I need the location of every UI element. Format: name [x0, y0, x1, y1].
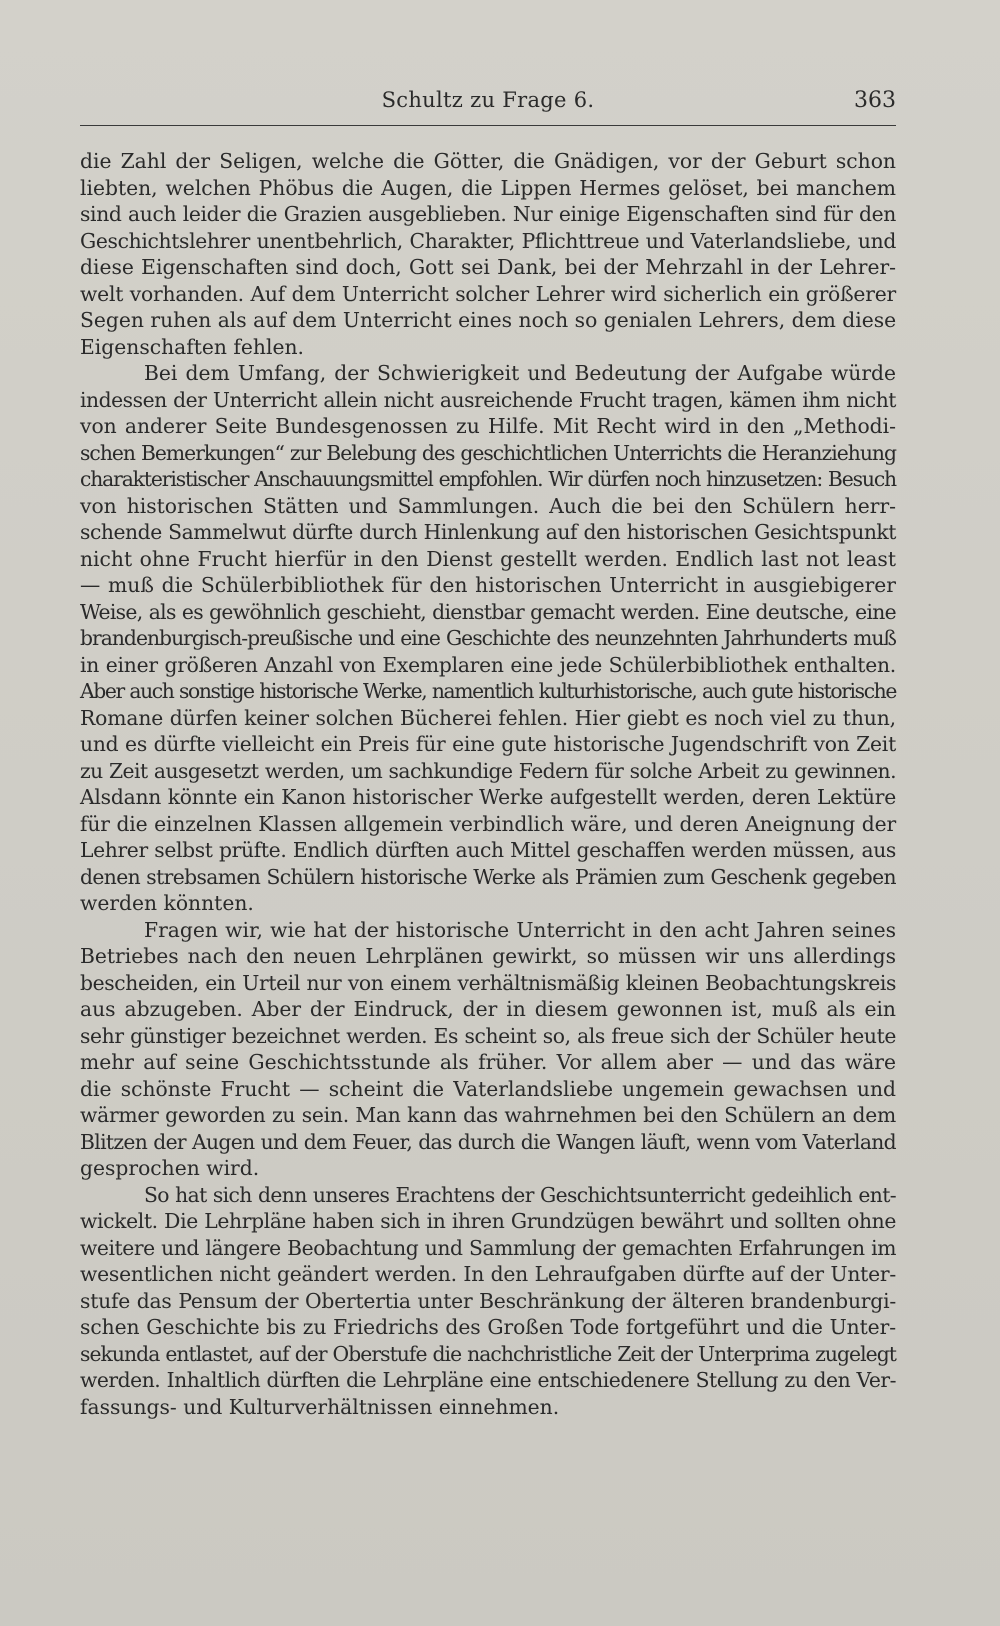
- text-line: Romane dürfen keiner solchen Bücherei fehlen. Hier giebt es noch viel zu thun,: [80, 705, 896, 730]
- paragraph: [80, 1182, 896, 1421]
- text-line: Aber auch sonstige historische Werke, namentlich kulturhistorische, auch gute historische: [80, 679, 896, 703]
- text-line: schen Geschichte bis zu Friedrichs des Großen Tode fortgeführt und die Unter-: [80, 1315, 896, 1339]
- text-line: sind auch leider die Grazien ausgeblieben. Nur einige Eigenschaften sind für den: [80, 202, 896, 226]
- text-line: Betriebes nach den neuen Lehrplänen gewirkt, so müssen wir uns allerdings: [80, 944, 896, 968]
- text-line: denen strebsamen Schülern historische Werke als Prämien zum Geschenk gegeben: [80, 864, 896, 889]
- text-line: sehr günstiger bezeichnet werden. Es scheint so, als freue sich der Schüler heute: [80, 1023, 896, 1048]
- text-line: Lehrer selbst prüfte. Endlich dürften auch Mittel geschaffen werden müssen, aus: [80, 838, 896, 862]
- text-line: stufe das Pensum der Obertertia unter Beschränkung der älteren brandenburgi-: [80, 1288, 896, 1313]
- text-line: die schönste Frucht — scheint die Vaterlandsliebe ungemein gewachsen und: [80, 1076, 896, 1101]
- header-rule: [80, 125, 896, 126]
- text-line: welt vorhanden. Auf dem Unterricht solcher Lehrer wird sicherlich ein größerer: [80, 281, 896, 306]
- text-line: mehr auf seine Geschichtsstunde als früher. Vor allem aber — und das wäre: [80, 1050, 896, 1074]
- text-line: von anderer Seite Bundesgenossen zu Hilfe. Mit Recht wird in den „Methodi-: [80, 414, 896, 438]
- text-line: Bei dem Umfang, der Schwierigkeit und Bedeutung der Aufgabe würde: [144, 361, 896, 385]
- paragraph: [80, 148, 896, 360]
- text-line: diese Eigenschaften sind doch, Gott sei Dank, bei der Mehrzahl in der Lehrer-: [80, 255, 896, 279]
- page-number: 363: [854, 88, 896, 113]
- running-title: Schultz zu Frage 6.: [381, 88, 595, 112]
- page-header: [80, 88, 896, 122]
- text-line: wesentlichen nicht geändert werden. In den Lehraufgaben dürfte auf der Unter-: [80, 1262, 896, 1286]
- text-line: für die einzelnen Klassen allgemein verbindlich wäre, und deren Aneignung der: [80, 811, 896, 836]
- text-line: schen Bemerkungen“ zur Belebung des geschichtlichen Unterrichts die Heranziehung: [80, 440, 896, 465]
- text-line: brandenburgisch-preußische und eine Geschichte des neunzehnten Jahrhunderts muß: [80, 626, 896, 650]
- text-line: fassungs- und Kulturverhältnissen einnehmen.: [80, 1394, 560, 1419]
- text-line: indessen der Unterricht allein nicht ausreichende Frucht tragen, kämen ihm nicht: [80, 387, 896, 412]
- text-line: Segen ruhen als auf dem Unterricht eines noch so genialen Lehrers, dem diese: [80, 308, 897, 332]
- text-line: und es dürfte vielleicht ein Preis für eine gute historische Jugendschrift von Zeit: [80, 732, 896, 756]
- text-line: in einer größeren Anzahl von Exemplaren eine jede Schülerbibliothek enthalten.: [80, 652, 896, 677]
- text-line: die Zahl der Seligen, welche die Götter, die Gnädigen, vor der Geburt schon: [80, 149, 896, 173]
- paragraph: [80, 917, 896, 1182]
- body-text: [80, 148, 896, 1420]
- text-line: nicht ohne Frucht hierfür in den Dienst gestellt werden. Endlich last not least: [80, 546, 896, 571]
- text-line: weitere und längere Beobachtung und Sammlung der gemachten Erfahrungen im: [80, 1235, 896, 1260]
- text-line: werden. Inhaltlich dürften die Lehrpläne eine entschiedenere Stellung zu den Ver-: [80, 1368, 896, 1392]
- text-line: gesprochen wird.: [80, 1156, 260, 1180]
- text-line: sekunda entlastet, auf der Oberstufe die nachchristliche Zeit der Unterprima zugelegt: [80, 1341, 896, 1366]
- text-line: Blitzen der Augen und dem Feuer, das durch die Wangen läuft, wenn vom Vaterland: [80, 1129, 896, 1154]
- text-line: wickelt. Die Lehrpläne haben sich in ihren Grundzügen bewährt und sollten ohne: [80, 1209, 896, 1233]
- text-line: zu Zeit ausgesetzt werden, um sachkundige Federn für solche Arbeit zu gewinnen.: [80, 758, 896, 783]
- text-line: liebten, welchen Phöbus die Augen, die Lippen Hermes gelöset, bei manchem: [80, 175, 896, 200]
- text-line: schende Sammelwut dürfte durch Hinlenkung auf den historischen Gesichtspunkt: [80, 520, 896, 544]
- text-line: So hat sich denn unseres Erachtens der Geschichtsunterricht gedeihlich ent-: [144, 1182, 896, 1207]
- text-line: aus abzugeben. Aber der Eindruck, der in diesem gewonnen ist, muß als ein: [80, 997, 896, 1021]
- text-line: von historischen Stätten und Sammlungen. Auch die bei den Schülern herr-: [80, 493, 896, 518]
- text-line: Weise, als es gewöhnlich geschieht, dienstbar gemacht werden. Eine deutsche, eine: [80, 599, 896, 624]
- text-line: Eigenschaften fehlen.: [80, 334, 304, 359]
- text-line: bescheiden, ein Urteil nur von einem verhältnismäßig kleinen Beobachtungskreis: [80, 970, 896, 995]
- text-line: wärmer geworden zu sein. Man kann das wahrnehmen bei den Schülern an dem: [80, 1103, 896, 1127]
- text-line: — muß die Schülerbibliothek für den historischen Unterricht in ausgiebigerer: [80, 573, 896, 597]
- text-line: charakteristischer Anschauungsmittel empfohlen. Wir dürfen noch hinzusetzen: Besuch: [80, 467, 896, 491]
- text-line: Fragen wir, wie hat der historische Unterricht in den acht Jahren seines: [144, 917, 896, 942]
- paragraph: [80, 360, 896, 917]
- text-line: Geschichtslehrer unentbehrlich, Charakter, Pflichttreue und Vaterlandsliebe, und: [80, 228, 896, 253]
- text-line: werden könnten.: [80, 891, 254, 915]
- text-line: Alsdann könnte ein Kanon historischer Werke aufgestellt werden, deren Lektüre: [80, 785, 896, 809]
